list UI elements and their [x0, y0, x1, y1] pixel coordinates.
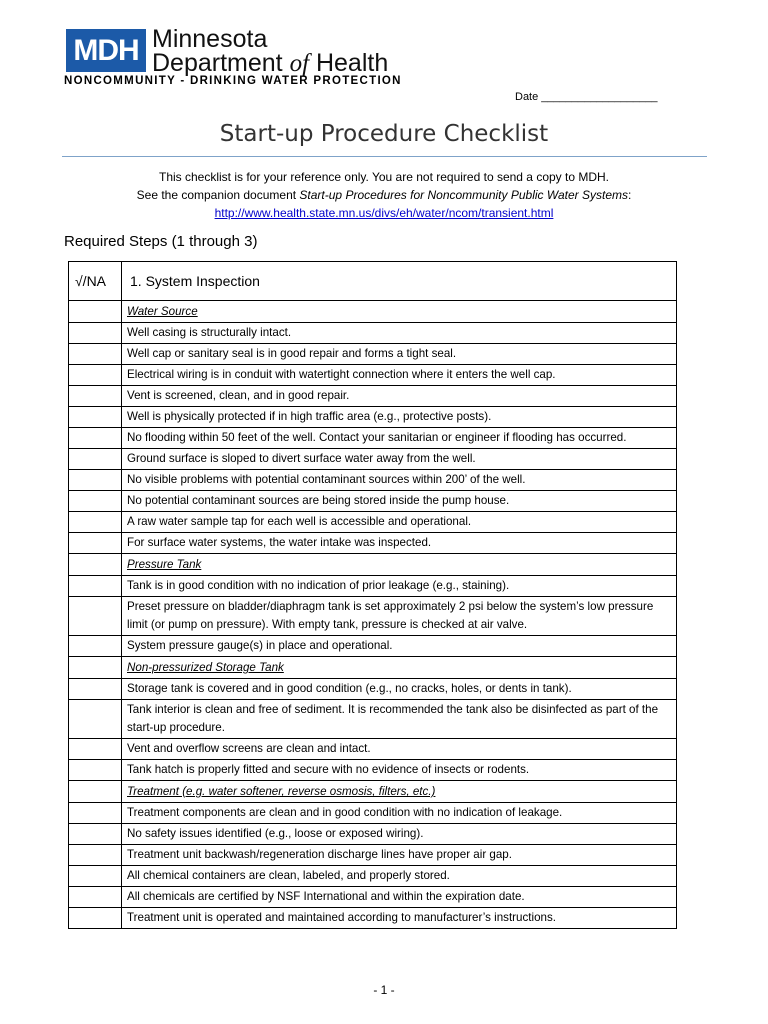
checklist-item-text: Treatment unit is operated and maintained according to manufacturer’s instructions.: [122, 908, 677, 929]
check-cell[interactable]: [69, 533, 122, 554]
check-cell[interactable]: [69, 803, 122, 824]
check-cell[interactable]: [69, 449, 122, 470]
subsection-label: Pressure Tank: [122, 554, 677, 576]
check-cell[interactable]: [69, 576, 122, 597]
check-cell[interactable]: [69, 781, 122, 803]
checklist-item-text: Well is physically protected if in high traffic area (e.g., protective posts).: [122, 407, 677, 428]
checklist-row: [69, 760, 677, 781]
intro-line-2: See the companion document Start-up Procedures for Noncommunity Public Water Systems:: [136, 188, 632, 202]
check-cell[interactable]: [69, 491, 122, 512]
checklist-item-text: Well cap or sanitary seal is in good repair and forms a tight seal.: [122, 344, 677, 365]
intro-line-1: This checklist is for your reference only. You are not required to send a copy to MDH.: [159, 170, 609, 184]
check-cell[interactable]: [69, 700, 122, 739]
checklist-item-text: No visible problems with potential contaminant sources within 200’ of the well.: [122, 470, 677, 491]
check-cell[interactable]: [69, 636, 122, 657]
checklist-item-text: For surface water systems, the water intake was inspected.: [122, 533, 677, 554]
checklist-row: [69, 323, 677, 344]
checklist-row: [69, 597, 677, 636]
checklist-item-text: Preset pressure on bladder/diaphragm tank is set approximately 2 psi below the system’s low pressure limit (or pump on pressure). With empty tank, pressure is checked at air valve.: [122, 597, 677, 636]
subsection-label: Treatment (e.g. water softener, reverse osmosis, filters, etc.): [122, 781, 677, 803]
checklist-item-text: Tank is in good condition with no indication of prior leakage (e.g., staining).: [122, 576, 677, 597]
checklist-row: [69, 470, 677, 491]
checklist-row: [69, 576, 677, 597]
subsection-label: Non-pressurized Storage Tank: [122, 657, 677, 679]
page-title: Start-up Procedure Checklist: [219, 121, 549, 147]
checklist-row: [69, 887, 677, 908]
check-cell[interactable]: [69, 845, 122, 866]
checklist-row: [69, 803, 677, 824]
checklist-item-text: No safety issues identified (e.g., loose or exposed wiring).: [122, 824, 677, 845]
checklist-row: [69, 866, 677, 887]
checklist-item-text: Vent is screened, clean, and in good repair.: [122, 386, 677, 407]
check-cell[interactable]: [69, 824, 122, 845]
checklist-row: [69, 386, 677, 407]
mdh-logo: MDH: [66, 29, 146, 72]
check-cell[interactable]: [69, 739, 122, 760]
checklist-item-text: All chemicals are certified by NSF International and within the expiration date.: [122, 887, 677, 908]
checklist-item-text: Electrical wiring is in conduit with watertight connection where it enters the well cap.: [122, 365, 677, 386]
check-cell[interactable]: [69, 887, 122, 908]
checklist-row: [69, 824, 677, 845]
checklist-row: [69, 845, 677, 866]
title-divider: [62, 156, 707, 157]
check-cell[interactable]: [69, 908, 122, 929]
checklist-row: [69, 679, 677, 700]
checklist-item-text: Treatment components are clean and in good condition with no indication of leakage.: [122, 803, 677, 824]
check-cell[interactable]: [69, 365, 122, 386]
check-cell[interactable]: [69, 323, 122, 344]
logo-text-department: Department of Health: [152, 49, 389, 77]
checklist-row: [69, 512, 677, 533]
checklist-row: [69, 491, 677, 512]
checklist-item-text: Ground surface is sloped to divert surface water away from the well.: [122, 449, 677, 470]
logo-text-minnesota: Minnesota: [152, 25, 268, 53]
required-steps-heading: Required Steps (1 through 3): [64, 233, 258, 250]
checklist-table: [68, 261, 677, 929]
checklist-row: [69, 407, 677, 428]
check-cell[interactable]: [69, 344, 122, 365]
subsection-label: Water Source: [122, 301, 677, 323]
check-cell[interactable]: [69, 428, 122, 449]
check-cell[interactable]: [69, 657, 122, 679]
section-header: 1. System Inspection: [122, 262, 677, 301]
date-field: Date ___________________: [515, 91, 658, 103]
checklist-row: [69, 449, 677, 470]
check-cell[interactable]: [69, 470, 122, 491]
checklist-row: [69, 533, 677, 554]
checklist-item-text: Tank hatch is properly fitted and secure with no evidence of insects or rodents.: [122, 760, 677, 781]
check-cell[interactable]: [69, 866, 122, 887]
checklist-item-text: No flooding within 50 feet of the well. Contact your sanitarian or engineer if flooding has occurred.: [122, 428, 677, 449]
checklist-item-text: A raw water sample tap for each well is accessible and operational.: [122, 512, 677, 533]
subsection-row: [69, 554, 677, 576]
check-cell[interactable]: [69, 407, 122, 428]
check-column-header: √/NA: [69, 262, 122, 301]
check-cell[interactable]: [69, 679, 122, 700]
check-cell[interactable]: [69, 386, 122, 407]
check-cell[interactable]: [69, 760, 122, 781]
check-cell[interactable]: [69, 597, 122, 636]
check-cell[interactable]: [69, 554, 122, 576]
check-cell[interactable]: [69, 301, 122, 323]
page-number: - 1 -: [373, 983, 395, 997]
checklist-row: [69, 636, 677, 657]
checklist-row: [69, 344, 677, 365]
checklist-item-text: All chemical containers are clean, labeled, and properly stored.: [122, 866, 677, 887]
checklist-item-text: Tank interior is clean and free of sediment. It is recommended the tank also be disinfected as part of the start-up procedure.: [122, 700, 677, 739]
check-cell[interactable]: [69, 512, 122, 533]
checklist-item-text: Treatment unit backwash/regeneration discharge lines have proper air gap.: [122, 845, 677, 866]
checklist-row: [69, 365, 677, 386]
companion-doc-link[interactable]: http://www.health.state.mn.us/divs/eh/water/ncom/transient.html: [214, 206, 554, 220]
checklist-row: [69, 908, 677, 929]
checklist-row: [69, 739, 677, 760]
subsection-row: [69, 781, 677, 803]
intro-text: [0, 168, 768, 222]
checklist-item-text: Storage tank is covered and in good condition (e.g., no cracks, holes, or dents in tank).: [122, 679, 677, 700]
table-header-row: [69, 262, 677, 301]
subsection-row: [69, 301, 677, 323]
checklist-row: [69, 428, 677, 449]
subsection-row: [69, 657, 677, 679]
checklist-row: [69, 700, 677, 739]
checklist-item-text: Well casing is structurally intact.: [122, 323, 677, 344]
program-subtitle: NONCOMMUNITY - DRINKING WATER PROTECTION: [64, 75, 402, 87]
checklist-item-text: Vent and overflow screens are clean and intact.: [122, 739, 677, 760]
checklist-item-text: No potential contaminant sources are being stored inside the pump house.: [122, 491, 677, 512]
checklist-item-text: System pressure gauge(s) in place and operational.: [122, 636, 677, 657]
